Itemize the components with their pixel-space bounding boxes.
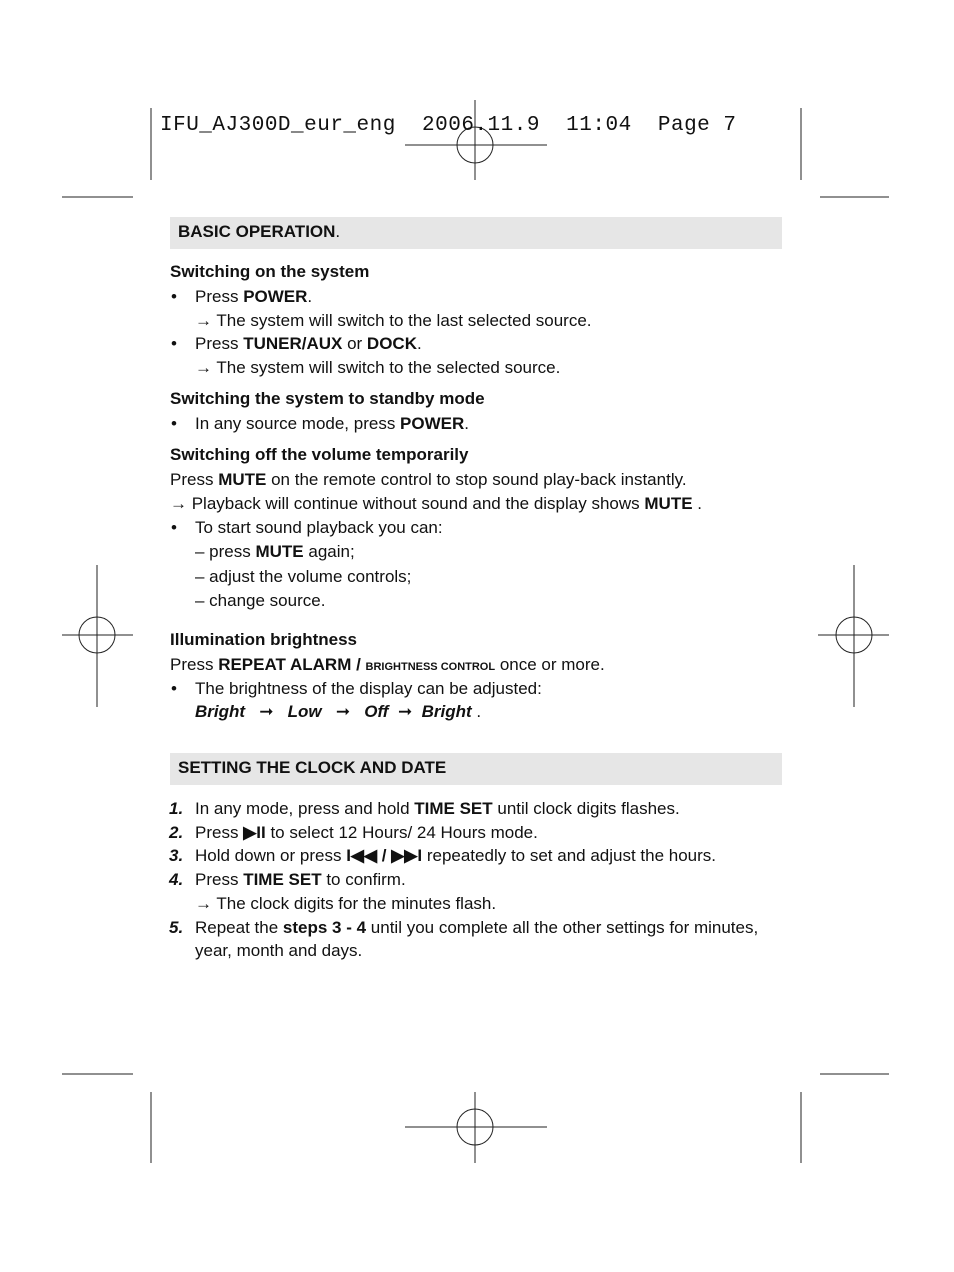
body-text: Press MUTE on the remote control to stop sound play-back instantly. xyxy=(170,470,687,489)
body-text: Press REPEAT ALARM / BRIGHTNESS CONTROL once or more. xyxy=(170,655,605,674)
skip-icons: I◀◀ / ▶▶I xyxy=(346,846,423,865)
arrow-icon: ➞ xyxy=(259,702,274,721)
step-1: 1. In any mode, press and hold TIME SET until clock digits flashes. xyxy=(169,799,680,818)
result-text: → The system will switch to the last selected source. xyxy=(195,311,592,330)
brightness-sequence: Bright ➞ Low ➞ Off ➞ Bright . xyxy=(195,702,482,721)
list-item: • To start sound playback you can: xyxy=(195,516,443,540)
heading-standby: Switching the system to standby mode xyxy=(170,389,485,408)
list-item: • In any source mode, press POWER. xyxy=(195,412,469,436)
print-slug: IFU_AJ300D_eur_eng 2006.11.9 11:04 Page 7 xyxy=(160,114,737,137)
list-item: • The brightness of the display can be adjusted: xyxy=(195,677,542,701)
section-header-clock xyxy=(170,753,782,785)
arrow-icon: ➞ xyxy=(397,702,413,721)
heading-illumination: Illumination brightness xyxy=(170,630,358,649)
play-pause-icon: ▶II xyxy=(243,823,266,842)
section-title: BASIC OPERATION. xyxy=(178,222,341,241)
result-text: → Playback will continue without sound and the display shows MUTE . xyxy=(170,494,702,513)
arrow-icon: ➞ xyxy=(335,702,351,721)
sub-item: – press MUTE again; xyxy=(195,542,355,561)
sub-item: – change source. xyxy=(195,591,326,610)
step-2: 2. Press ▶II to select 12 Hours/ 24 Hours mode. xyxy=(169,823,538,842)
step-3: 3. Hold down or press I◀◀ / ▶▶I repeatedly to set and adjust the hours. xyxy=(169,846,717,865)
sub-item: – adjust the volume controls; xyxy=(195,567,412,586)
list-item: • Press POWER. xyxy=(195,285,312,309)
list-item: • Press TUNER/AUX or DOCK. xyxy=(195,332,422,356)
result-text: → The clock digits for the minutes flash. xyxy=(195,894,497,913)
step-5: 5. Repeat the steps 3 - 4 until you complete all the other settings for minutes, xyxy=(169,918,759,937)
step-5-continued: year, month and days. xyxy=(195,941,363,960)
step-4: 4. Press TIME SET to confirm. xyxy=(169,870,406,889)
heading-switch-on: Switching on the system xyxy=(170,262,370,281)
result-text: → The system will switch to the selected source. xyxy=(195,358,561,377)
heading-mute: Switching off the volume temporarily xyxy=(170,445,469,464)
section-header-basic xyxy=(170,217,782,249)
section-title: SETTING THE CLOCK AND DATE xyxy=(178,758,447,777)
